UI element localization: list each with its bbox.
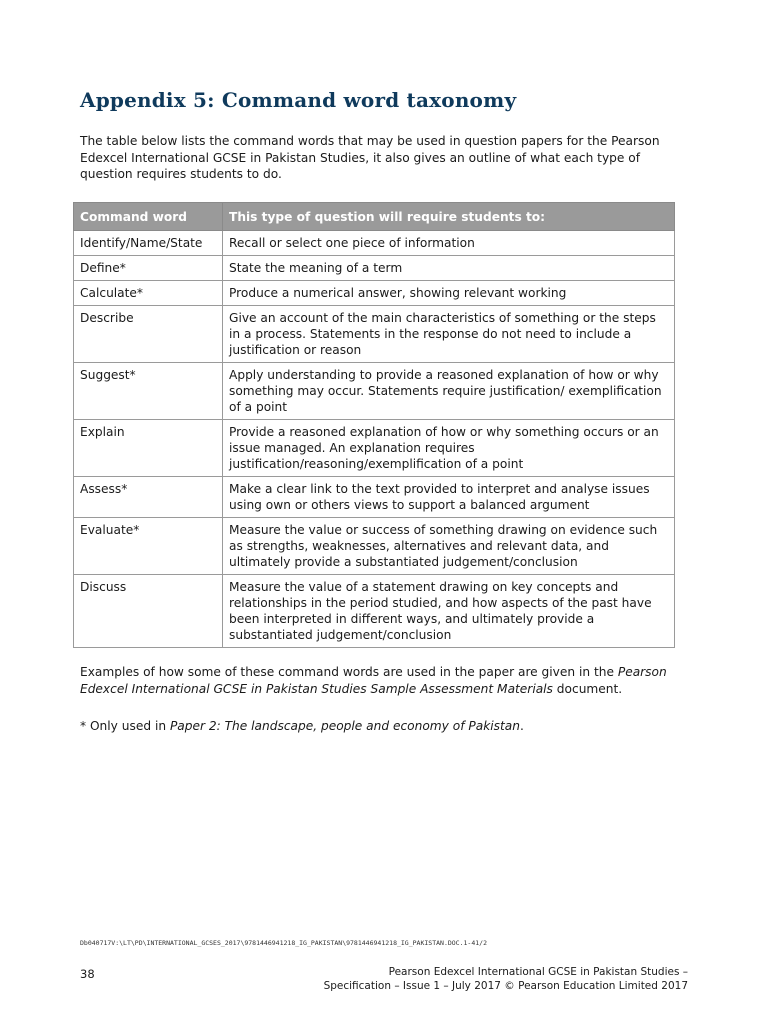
description-cell: Produce a numerical answer, showing relevant working [223, 281, 675, 306]
command-word-cell: Calculate* [74, 281, 223, 306]
table-row [74, 420, 675, 477]
table-row [74, 231, 675, 256]
table-row [74, 518, 675, 575]
column-header-command-word: Command word [74, 203, 223, 231]
command-word-cell: Evaluate* [74, 518, 223, 575]
table-row [74, 477, 675, 518]
command-word-table [73, 202, 675, 648]
footnote-end: . [519, 719, 524, 733]
footer-line-2: Specification – Issue 1 – July 2017 © Pearson Education Limited 2017 [323, 980, 688, 992]
table-row [74, 281, 675, 306]
command-word-cell: Suggest* [74, 363, 223, 420]
column-header-description: This type of question will require students to: [223, 203, 675, 231]
table-row [74, 256, 675, 281]
footnote-text: * Only used in [80, 719, 167, 733]
examples-paragraph [80, 664, 680, 697]
description-cell: Give an account of the main characteristics of something or the steps in a process. Statements in the response do not need to include a justification or reason [223, 306, 675, 363]
description-cell: Measure the value of a statement drawing on key concepts and relationships in the period studied, and how aspects of the past have been interpreted in different ways, and ultimately provide a substantiated judgement/conclusion [223, 575, 675, 648]
description-cell: Provide a reasoned explanation of how or why something occurs or an issue managed. An explanation requires justification/reasoning/exemplification of a point [223, 420, 675, 477]
command-word-cell: Identify/Name/State [74, 231, 223, 256]
footer-line-1: Pearson Edexcel International GCSE in Pakistan Studies – [388, 966, 688, 978]
description-cell: State the meaning of a term [223, 256, 675, 281]
examples-text: Examples of how some of these command words are used in the paper are given in the [80, 665, 614, 679]
command-word-cell: Assess* [74, 477, 223, 518]
footnote [80, 718, 680, 735]
description-cell: Make a clear link to the text provided to interpret and analyse issues using own or others views to support a balanced argument [223, 477, 675, 518]
description-cell: Recall or select one piece of information [223, 231, 675, 256]
table-row [74, 363, 675, 420]
intro-paragraph: The table below lists the command words that may be used in question papers for the Pearson Edexcel International GCSE in Pakistan Studies, it also gives an outline of what each type of question requires students to do. [80, 134, 660, 181]
table-row [74, 306, 675, 363]
sample-materials-title: Pearson Edexcel International GCSE in Pakistan Studies Sample Assessment Materials [80, 665, 667, 696]
command-word-cell: Discuss [74, 575, 223, 648]
command-word-cell: Describe [74, 306, 223, 363]
command-word-cell: Define* [74, 256, 223, 281]
paper-title: Paper 2: The landscape, people and economy of Pakistan [169, 719, 520, 733]
document-reference: Db040717V:\LT\PD\INTERNATIONAL_GCSES_2017\9781446941218_IG_PAKISTAN\9781446941218_IG_PAKISTAN.DOC.1-41/2 [80, 939, 487, 947]
footer-citation [324, 965, 688, 993]
description-cell: Measure the value or success of something drawing on evidence such as strengths, weaknesses, alternatives and relevant data, and ultimately provide a substantiated judgement/conclusion [223, 518, 675, 575]
page-number: 38 [80, 967, 95, 981]
description-cell: Apply understanding to provide a reasoned explanation of how or why something may occur. Statements require justification/ exemplification of a point [223, 363, 675, 420]
table-header-row [74, 203, 675, 231]
table-row [74, 575, 675, 648]
page-title: Appendix 5: Command word taxonomy [80, 88, 517, 112]
examples-text-end: document. [556, 681, 623, 696]
command-word-cell: Explain [74, 420, 223, 477]
